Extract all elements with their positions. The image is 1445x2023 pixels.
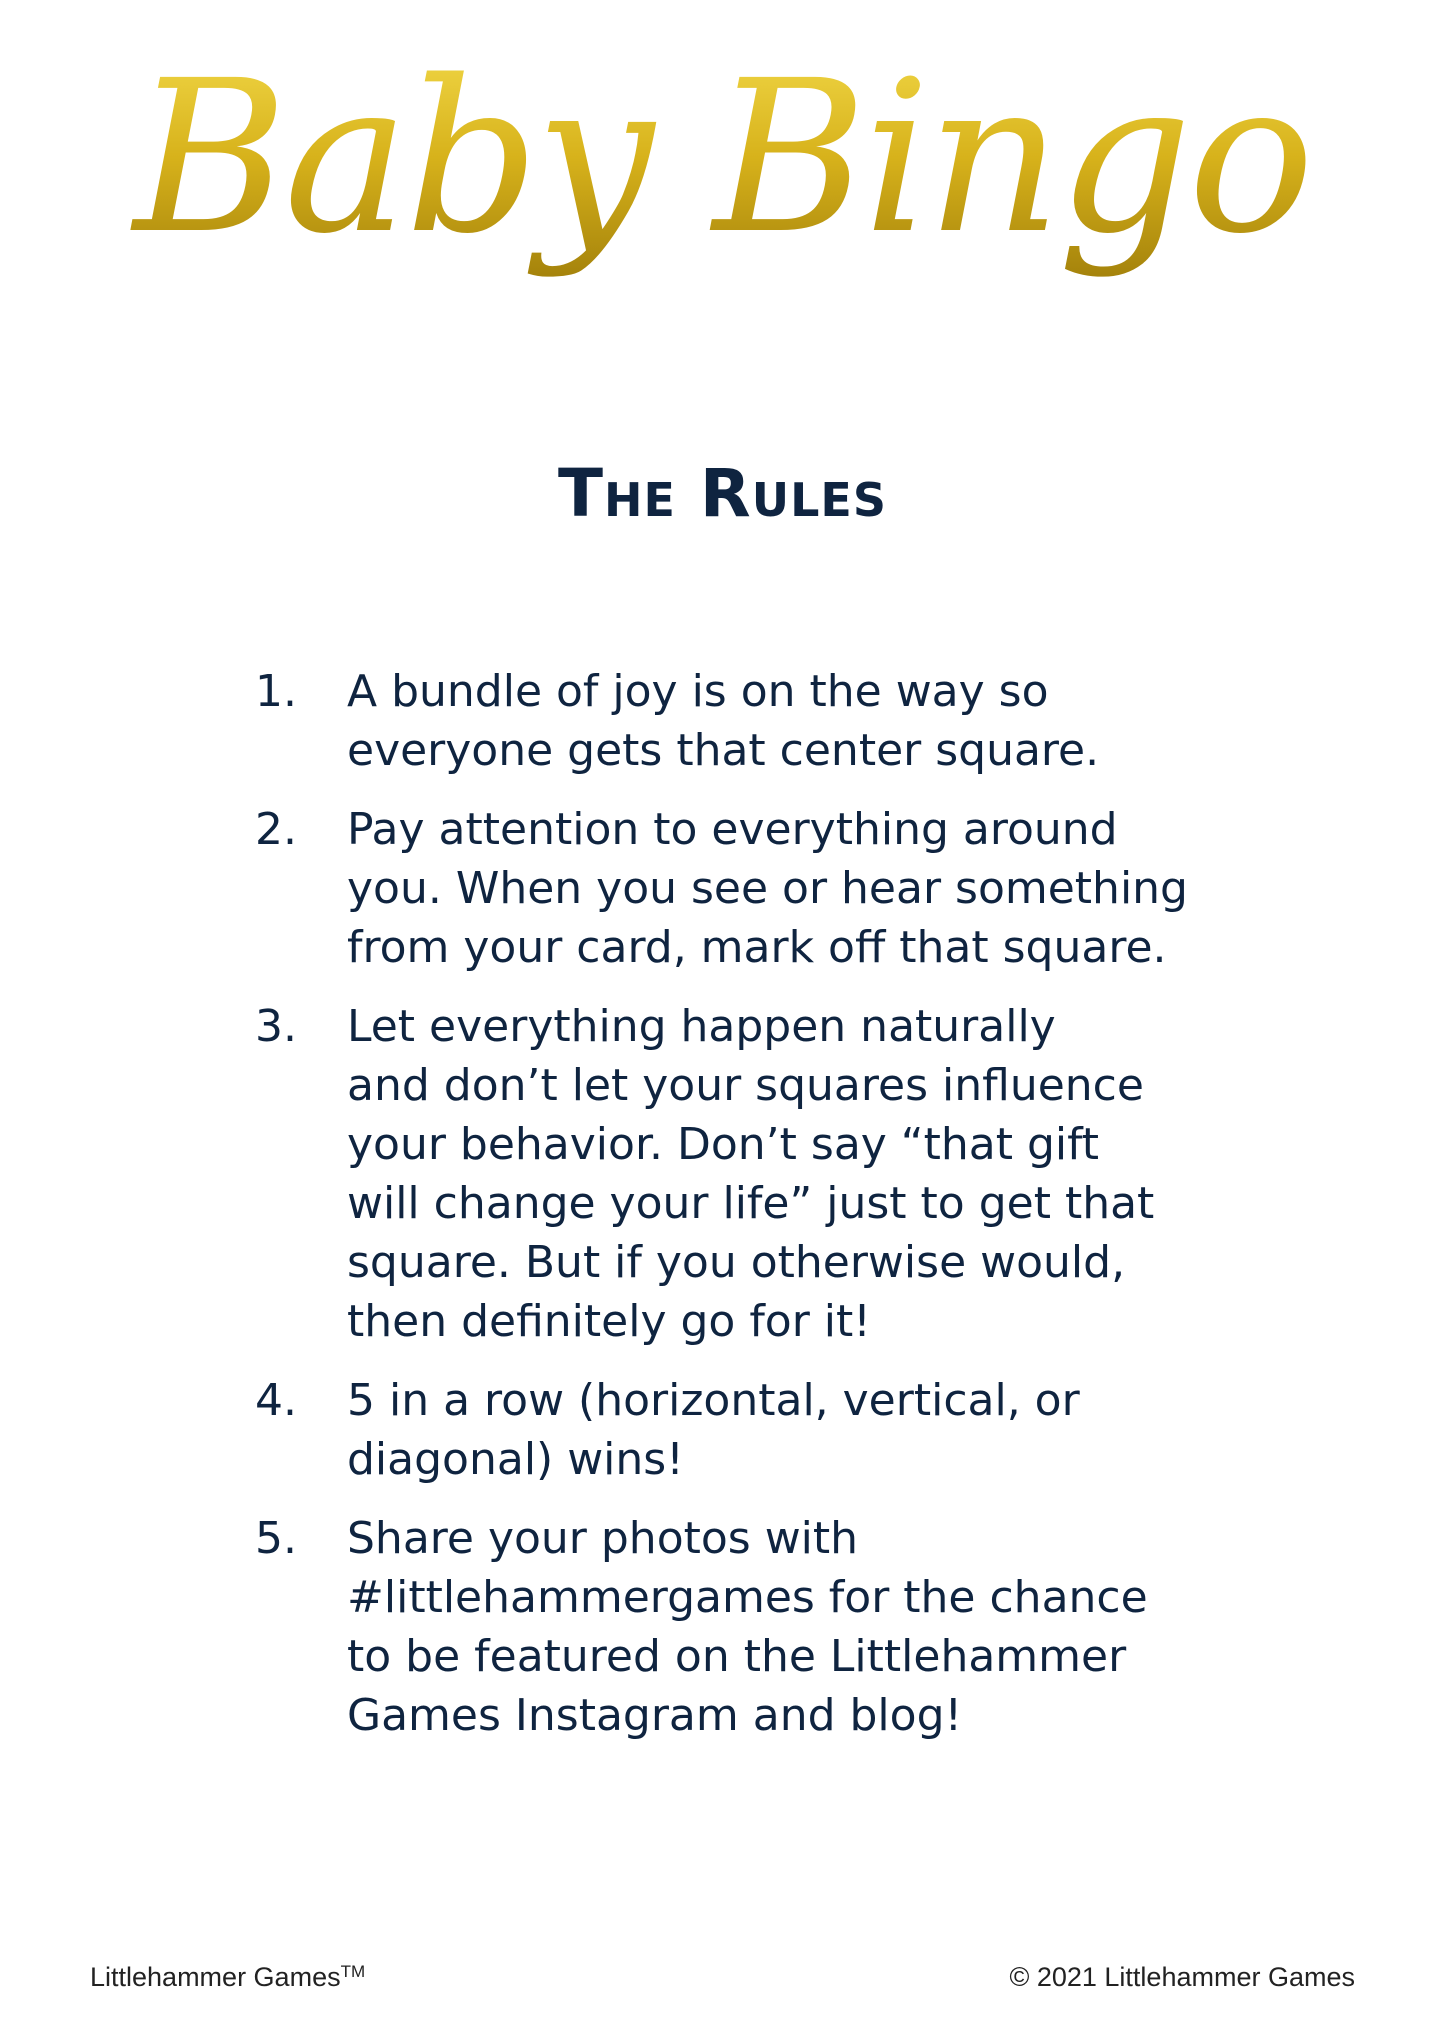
footer-brand-name: Littlehammer Games: [90, 1962, 341, 1992]
rule-item: [255, 1371, 1255, 1489]
rule-item: [255, 1509, 1255, 1745]
footer-copyright: © 2021 Littlehammer Games: [1009, 1962, 1355, 1992]
rule-text: Pay attention to everything around you. When you see or hear something from your card, mark off that square.: [347, 804, 1188, 973]
rule-number: 5.: [255, 1513, 297, 1564]
trademark-mark: TM: [340, 1962, 366, 1981]
rule-number: 4.: [255, 1375, 297, 1426]
rule-number: 2.: [255, 804, 297, 855]
rule-text: Share your photos with #littlehammergames for the chance to be featured on the Littlehammer Games Instagram and blog!: [347, 1513, 1148, 1741]
footer-brand: [90, 1962, 365, 1993]
title-text: Baby Bingo: [133, 35, 1311, 280]
title-logo-graphic: [0, 30, 1445, 350]
rule-item: [255, 800, 1255, 977]
rule-text: Let everything happen naturally and don’t let your squares influence your behavior. Don’t say “that gift will change your life” just to get that square. But if you otherwise would, then definitely go for it!: [347, 1001, 1155, 1347]
rule-text: 5 in a row (horizontal, vertical, or diagonal) wins!: [347, 1375, 1080, 1485]
rule-text: A bundle of joy is on the way so everyone gets that center square.: [347, 666, 1100, 776]
rule-item: [255, 662, 1255, 780]
title-logo: [0, 30, 1445, 350]
rule-number: 3.: [255, 1001, 297, 1052]
rules-list: [255, 662, 1255, 1765]
rule-number: 1.: [255, 666, 297, 717]
rule-item: [255, 997, 1255, 1351]
rules-heading: The Rules: [558, 455, 887, 532]
